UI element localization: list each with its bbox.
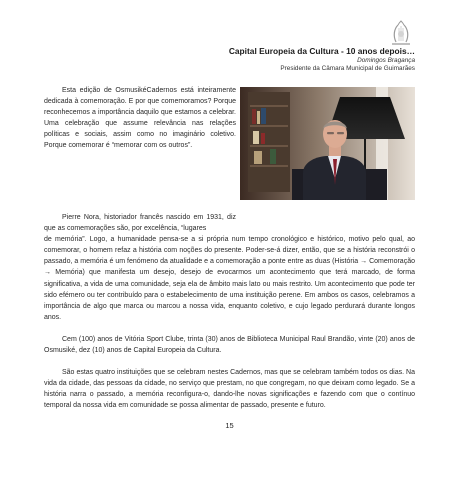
author-photo-illustration xyxy=(240,87,415,200)
page-number: 15 xyxy=(225,421,234,430)
paragraph-4: São estas quatro instituições que se celebram nestes Cadernos, mas que se celebram também todos os dias. Na vida da cidade, das pessoas da cidade, no serviço que prestam, no que congregam, no que deixam como legado. Se a história narra o passado, a memória reconfigura-o, dando-lhe novas significações e fazendo com que o contínuo temporal da nossa vida em comunidade se possa alimentar de passado, presente e futuro. xyxy=(44,369,415,410)
author-photo xyxy=(240,87,415,200)
body-text xyxy=(44,212,415,423)
intro-paragraph: Esta edição de OsmusikéCadernos está inteiramente dedicada à comemoração. E por que comemoramos? Porque reconhecemos a importância daquilo que estamos a celebrar. Uma celebração que assume relevância nas relações políticas e sociais, assim como no imaginário coletivo. Porque comemorar é “memorar com os outros”. xyxy=(44,87,236,150)
paragraph-2-rest: de memória”. Logo, a humanidade pensa-se a si própria num tempo cronológico e histórico, motivo pelo qual, ao comemorar, o homem refaz a história com noções do presente. Poder-se-á dizer, então, que se a história reconstrói o passado, a memória é um fenómeno da atualidade e a comemoração a ponte entre as duas (História → Comemoração → Memória) que manifesta um desejo, desejo de evocarmos um acontecimento que terá marcado, de forma significativa, a vida de uma comunidade, seja ela de âmbito mais lato ou mais restrito. Um acontecimento que pode ter sido efémero ou ter contribuído para o estabelecimento de uma instituição perene. Em ambos os casos, celebramos a importância de algo que marca ou marcou a nossa vida, enquanto coletivo, e cujo legado perdurará durante longos anos. xyxy=(44,236,415,321)
paragraph-3: Cem (100) anos de Vitória Sport Clube, trinta (30) anos de Biblioteca Municipal Raul Brandão, vinte (20) anos de Osmusiké, dez (10) anos de Capital Europeia da Cultura. xyxy=(44,335,415,355)
article-title: Capital Europeia da Cultura - 10 anos depois… xyxy=(228,46,415,56)
article-author: Domingos Bragança xyxy=(357,56,415,64)
intro-column xyxy=(44,85,236,152)
author-role: Presidente da Câmara Municipal de Guimarães xyxy=(280,64,415,72)
lyre-ornament-icon xyxy=(388,20,414,46)
article-header xyxy=(229,46,415,73)
paragraph-2-start: Pierre Nora, historiador francês nascido em 1931, diz que as comemorações são, por excelência, “lugares xyxy=(44,214,236,233)
